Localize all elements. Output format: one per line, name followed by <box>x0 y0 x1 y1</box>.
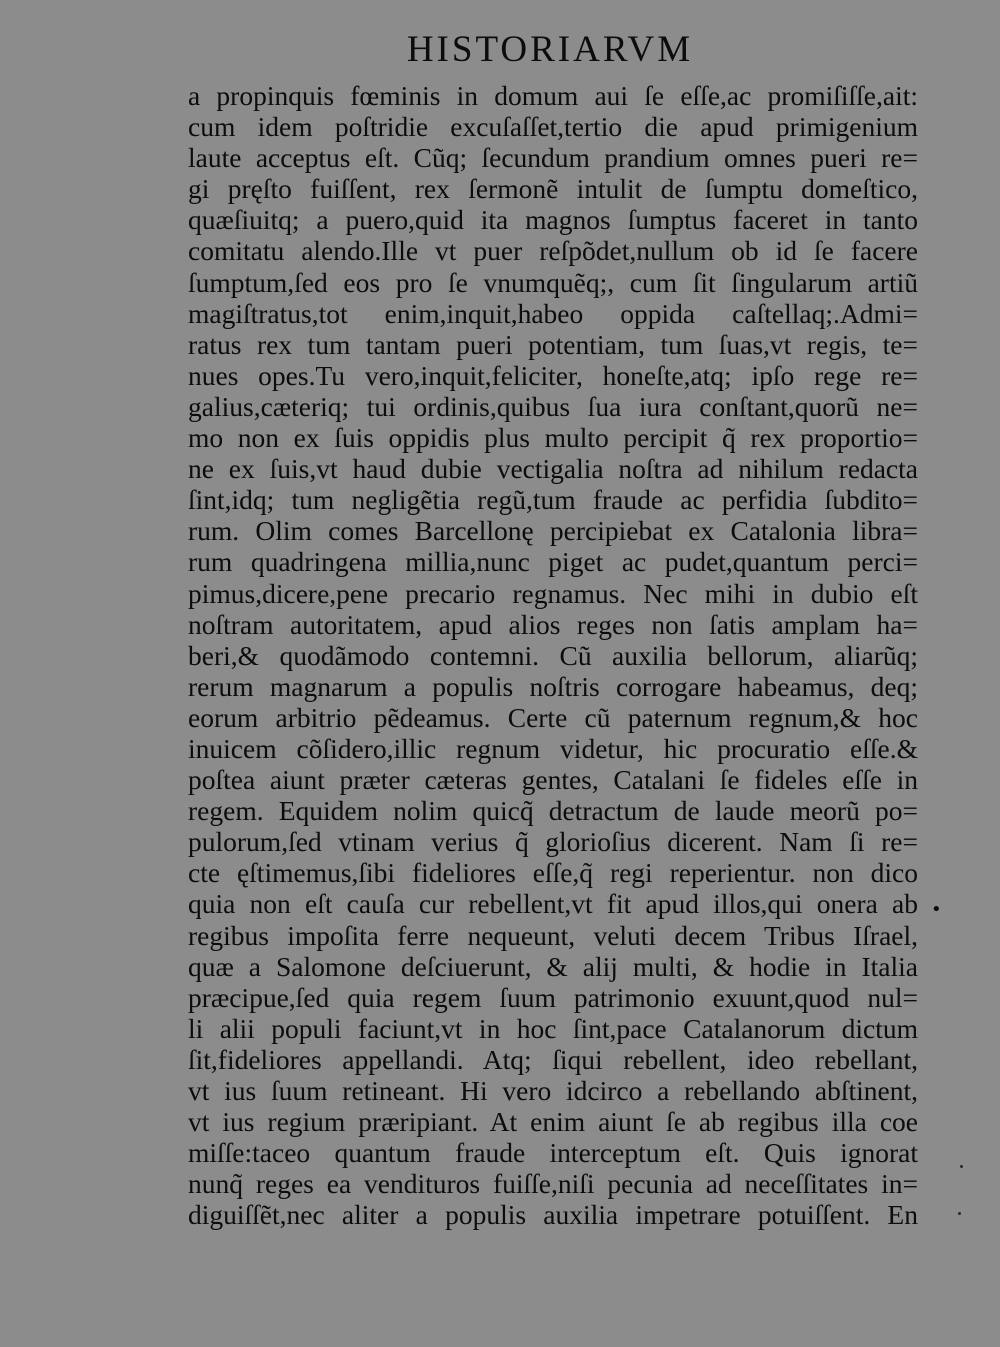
text-line: gi pręſto fuiſſent, rex ſermonẽ intulit de ſumptu domeſtico, <box>188 173 918 205</box>
text-line: a propinquis fœminis in domum aui ſe eſſe,ac promiſiſſe,ait: <box>188 80 918 111</box>
text-line: regem. Equidem nolim quicq̃ detractum de laude meorũ po= <box>188 795 918 827</box>
text-line: vt ius regium præripiant. At enim aiunt ſe ab regibus illa coe <box>188 1106 918 1138</box>
text-line: diguiſſẽt,nec aliter a populis auxilia impetrare potuiſſent. En <box>188 1199 918 1231</box>
text-line: vt ius ſuum retineant. Hi vero idcirco a rebellando abſtinent, <box>188 1075 918 1106</box>
text-line: ſit,fideliores appellandi. Atq; ſiqui rebellent, ideo rebellant, <box>188 1043 918 1075</box>
text-line: pulorum,ſed vtinam verius q̃ glorioſius dicerent. Nam ſi re= <box>188 826 918 858</box>
text-line: rum. Olim comes Barcellonę percipiebat ex Catalonia libra= <box>188 515 918 547</box>
text-line: ne ex ſuis,vt haud dubie vectigalia noſtra ad nihilum redacta <box>188 453 918 485</box>
running-head: HISTORIARVM <box>406 29 694 70</box>
text-line: eorum arbitrio pẽdeamus. Certe cũ paternum regnum,& hoc <box>188 701 918 733</box>
text-line: inuicem cõſidero,illic regnum videtur, hic procuratio eſſe.& <box>188 732 918 764</box>
speck-mark <box>958 1212 961 1215</box>
speck-mark <box>960 1165 963 1168</box>
text-line: li alii populi faciunt,vt in hoc ſint,pace Catalanorum dictum <box>188 1012 918 1044</box>
text-line: cte ęſtimemus,ſibi fideliores eſſe,q̃ regi reperientur. non dico <box>188 857 918 889</box>
text-line: beri,& quodãmodo contemni. Cũ auxilia bellorum, aliarũq; <box>188 639 918 671</box>
text-block <box>188 80 918 1230</box>
text-line: cum idem poſtridie excuſaſſet,tertio die apud primigenium <box>188 111 918 143</box>
text-line: quia non eſt cauſa cur rebellent,vt fit apud illos,qui onera ab <box>188 888 918 920</box>
text-line: quæſiuitq; a puero,quid ita magnos ſumptus faceret in tanto <box>188 204 918 236</box>
text-line: rum quadringena millia,nunc piget ac pudet,quantum perci= <box>188 546 918 578</box>
text-line: comitatu alendo.Ille vt puer reſpõdet,nullum ob id ſe facere <box>188 235 918 267</box>
text-line: nues opes.Tu vero,inquit,feliciter, honeſte,atq; ipſo rege re= <box>188 359 918 391</box>
text-line: ſumptum,ſed eos pro ſe vnumquẽq;, cum ſit ſingularum artiũ <box>188 266 918 298</box>
text-line: ratus rex tum tantam pueri potentiam, tum ſuas,vt regis, te= <box>188 328 918 360</box>
text-line: quæ a Salomone deſciuerunt, & alij multi, & hodie in Italia <box>188 950 918 982</box>
text-line: nunq̃ reges ea vendituros fuiſſe,niſi pecunia ad neceſſitates in= <box>188 1168 918 1200</box>
text-line: ſint,idq; tum negligẽtia regũ,tum fraude ac perfidia ſubdito= <box>188 484 918 516</box>
text-line: laute acceptus eſt. Cũq; ſecundum prandium omnes pueri re= <box>188 142 918 174</box>
margin-mark: • <box>931 899 942 920</box>
text-line: galius,cæteriq; tui ordinis,quibus ſua iura conſtant,quorũ ne= <box>188 390 918 422</box>
text-line: noſtram autoritatem, apud alios reges non ſatis amplam ha= <box>188 608 918 640</box>
text-line: miſſe:taceo quantum fraude interceptum eſt. Quis ignorat <box>188 1137 918 1169</box>
text-line: magiſtratus,tot enim,inquit,habeo oppida caſtellaq;.Admi= <box>188 297 918 329</box>
text-line: poſtea aiunt præter cæteras gentes, Catalani ſe fideles eſſe in <box>188 764 918 796</box>
text-line: præcipue,ſed quia regem ſuum patrimonio exuunt,quod nul= <box>188 981 918 1013</box>
text-line: rerum magnarum a populis noſtris corrogare habeamus, deq; <box>188 670 918 702</box>
text-line: regibus impoſita ferre nequeunt, veluti decem Tribus Iſrael, <box>188 919 918 951</box>
text-line: mo non ex ſuis oppidis plus multo percipit q̃ rex proportio= <box>188 422 918 454</box>
text-line: pimus,dicere,pene precario regnamus. Nec mihi in dubio eſt <box>188 577 918 609</box>
